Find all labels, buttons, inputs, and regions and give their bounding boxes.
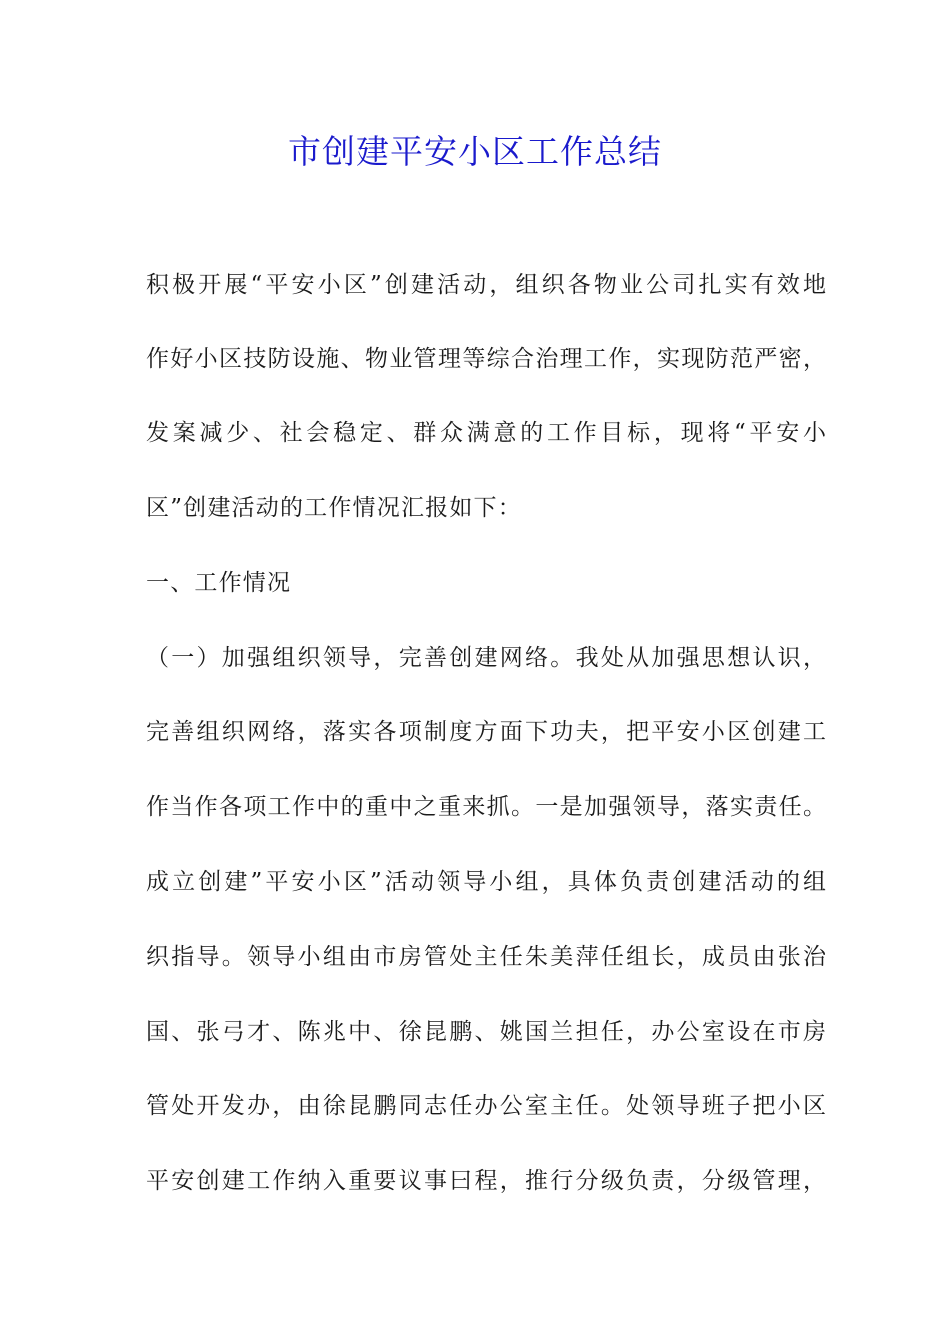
body-line: 国、张弓才、陈兆中、徐昆鹏、姚国兰担任，办公室设在市房 bbox=[146, 1019, 826, 1045]
document-title: 市创建平安小区工作总结 bbox=[288, 132, 662, 171]
body-line: 区”创建活动的工作情况汇报如下： bbox=[146, 495, 522, 521]
body-line: 平安创建工作纳入重要议事曰程，推行分级负责，分级管理， bbox=[146, 1168, 826, 1194]
body-line: 成立创建”平安小区”活动领导小组，具体负责创建活动的组 bbox=[146, 869, 826, 895]
body-line: 作好小区技防设施、物业管理等综合治理工作，实现防范严密， bbox=[146, 346, 826, 372]
body-line: 发案减少、社会稳定、群众满意的工作目标，现将“平安小 bbox=[146, 420, 826, 446]
body-line: 完善组织网络，落实各项制度方面下功夫，把平安小区创建工 bbox=[146, 719, 826, 745]
section-heading: 一、工作情况 bbox=[146, 570, 292, 596]
body-line: 管处开发办，由徐昆鹏同志任办公室主任。处领导班子把小区 bbox=[146, 1093, 826, 1119]
body-line: 织指导。领导小组由市房管处主任朱美萍任组长，成员由张治 bbox=[146, 944, 826, 970]
body-line: （一）加强组织领导，完善创建网络。我处从加强思想认识， bbox=[146, 645, 826, 671]
body-line: 积极开展“平安小区”创建活动，组织各物业公司扎实有效地 bbox=[146, 272, 826, 298]
body-line: 作当作各项工作中的重中之重来抓。一是加强领导，落实责任。 bbox=[146, 794, 826, 820]
